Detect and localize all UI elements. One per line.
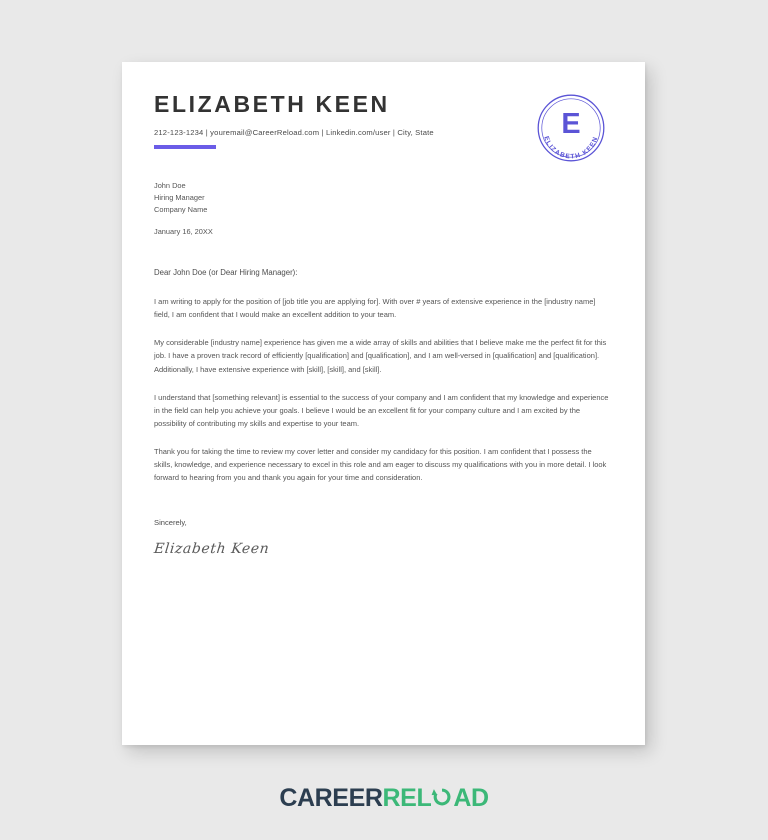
brand-text-rel: REL bbox=[382, 784, 432, 812]
brand-text-career: CAREER bbox=[279, 784, 383, 812]
letter-body bbox=[154, 268, 612, 557]
recipient-company: Company Name bbox=[154, 204, 208, 214]
accent-divider-bar bbox=[154, 145, 216, 149]
monogram-stamp-badge bbox=[531, 88, 611, 168]
contact-info-line: 212-123-1234 | youremail@CareerReload.com | Linkedin.com/user | City, State bbox=[154, 128, 434, 138]
badge-monogram-letter: E bbox=[561, 107, 581, 140]
letter-date: January 16, 20XX bbox=[154, 227, 213, 236]
signature: Elizabeth Keen bbox=[153, 541, 271, 558]
body-paragraph-4: Thank you for taking the time to review my cover letter and consider my candidacy for this position. I am confident that I possess the skills, knowledge, and experience necessary to excel in this role and am eager to discuss my qualifications with you in more detail. I look forward to hearing from you and thank you again for your time and consideration. bbox=[154, 447, 607, 483]
recipient-name: John Doe bbox=[154, 181, 186, 190]
body-paragraph-3: I understand that [something relevant] is essential to the success of your company and I am confident that my knowledge and experience in the field can help you achieve your goals. I believe I would be an excellent fit for your company culture and I am excited by the possibility of contributing my skills and expertise to your team. bbox=[154, 392, 609, 428]
recipient-address-block bbox=[154, 180, 207, 216]
body-paragraph-1: I am writing to apply for the position of [job title you are applying for]. With over # years of extensive experience in the [industry name] field, I am confident that I would make an excellent addition to your team. bbox=[154, 297, 596, 320]
badge-curved-name: ELIZABETH KEEN bbox=[542, 135, 600, 161]
careerreload-footer-logo bbox=[0, 784, 768, 815]
salutation: Dear John Doe (or Dear Hiring Manager): bbox=[154, 268, 298, 277]
body-paragraph-2: My considerable [industry name] experience has given me a wide array of skills and abilities that I believe make me the perfect fit for this job. I have a proven track record of efficiently [qualification] and [qualification], and I am well-versed in [qualification] and [qualification]. Additionally, I have extensive experience with [skill], [skill], and [skill]. bbox=[154, 338, 607, 374]
recipient-title: Hiring Manager bbox=[154, 192, 205, 202]
letter-page bbox=[122, 62, 645, 745]
applicant-name: ELIZABETH KEEN bbox=[154, 91, 390, 117]
closing-salutation: Sincerely, bbox=[154, 518, 187, 528]
brand-text-ad: AD bbox=[453, 784, 489, 812]
reload-refresh-icon bbox=[431, 786, 453, 815]
